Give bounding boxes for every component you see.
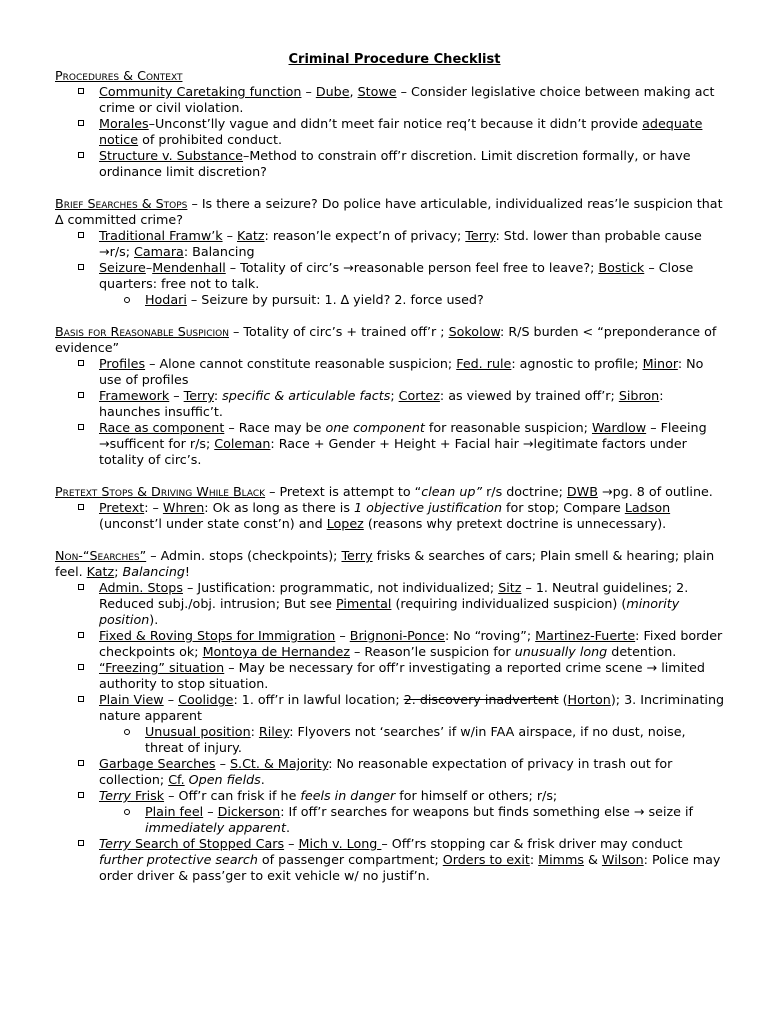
text: : Flyovers not ‘searches’ if w/in FAA airspace, if no dust, noise, threat of injury. bbox=[145, 724, 686, 755]
section-reasonable-suspicion bbox=[55, 324, 728, 468]
section-heading-label: Non-“Searches” bbox=[55, 548, 147, 563]
text: – Close quarters: free not to talk. bbox=[99, 260, 694, 291]
text: –Unconst’lly vague and didn’t meet fair notice req’t because it didn’t provide bbox=[148, 116, 643, 131]
case-name: Minor bbox=[642, 356, 678, 371]
list-item bbox=[99, 628, 728, 660]
text: : R/S burden < “preponderance of evidence” bbox=[55, 324, 717, 355]
text: : reason’le expect’n of privacy; bbox=[264, 228, 466, 243]
text: (requiring individualized suspicion) ( bbox=[391, 596, 627, 611]
text: – Off’rs stopping car & frisk driver may conduct bbox=[381, 836, 683, 851]
text: ( bbox=[558, 692, 568, 707]
case-name: Bostick bbox=[598, 260, 645, 275]
term: adequate notice bbox=[99, 116, 703, 147]
case-name: Stowe bbox=[357, 84, 397, 99]
text: : bbox=[529, 852, 539, 867]
sub-bullet-list bbox=[99, 724, 728, 756]
text: – bbox=[284, 836, 299, 851]
list-item bbox=[99, 500, 728, 532]
term: “Freezing” situation bbox=[99, 660, 225, 675]
term: DWB bbox=[566, 484, 598, 499]
text: – Is there a seizure? Do police have articulable, individualized reas’le suspicion that ∆ committed crime? bbox=[55, 196, 723, 227]
case-name: Coolidge bbox=[178, 692, 234, 707]
section-heading bbox=[55, 324, 728, 356]
text: ; bbox=[390, 388, 399, 403]
bullet-list bbox=[55, 84, 728, 180]
text: for stop; Compare bbox=[502, 500, 625, 515]
case-name: Hodari bbox=[145, 292, 187, 307]
sub-bullet-list bbox=[99, 292, 728, 308]
section-brief-searches bbox=[55, 196, 728, 308]
list-item bbox=[99, 420, 728, 468]
text: : Police may order driver & pass’ger to exit vehicle w/ no justif’n. bbox=[99, 852, 721, 883]
text: : Race + Gender + Height + Facial hair →legitimate factors under totality of circ’s. bbox=[99, 436, 687, 467]
term: Search of Stopped Cars bbox=[130, 836, 285, 851]
text: : 1. off’r in lawful location; bbox=[233, 692, 404, 707]
text: . bbox=[285, 820, 290, 835]
text: & bbox=[583, 852, 602, 867]
term: Framework bbox=[99, 388, 170, 403]
term: Plain feel bbox=[145, 804, 204, 819]
text: – Reason’le suspicion for bbox=[350, 644, 515, 659]
term: Cf. bbox=[168, 772, 185, 787]
term: Orders to exit bbox=[442, 852, 530, 867]
case-name: Terry bbox=[341, 548, 373, 563]
list-item bbox=[99, 692, 728, 756]
case-name: Brignoni-Ponce bbox=[349, 628, 445, 643]
section-heading-label: Procedures & Context bbox=[55, 68, 183, 83]
case-name: Terry bbox=[183, 388, 214, 403]
list-item bbox=[99, 836, 728, 884]
term: Pretext bbox=[99, 500, 145, 515]
bullet-list bbox=[55, 500, 728, 532]
text: of prohibited conduct. bbox=[138, 132, 283, 147]
list-item bbox=[99, 260, 728, 308]
case-name: Lopez bbox=[326, 516, 364, 531]
sub-list-item bbox=[145, 724, 728, 756]
case-name: Riley bbox=[258, 724, 290, 739]
text: – bbox=[169, 388, 184, 403]
case-name: Sokolow bbox=[448, 324, 501, 339]
list-item bbox=[99, 388, 728, 420]
term: Frisk bbox=[134, 788, 165, 803]
case-name: Terry bbox=[99, 836, 131, 851]
list-item bbox=[99, 788, 728, 836]
case-name: Cortez bbox=[398, 388, 440, 403]
case-name: Mimms bbox=[538, 852, 584, 867]
text: : as viewed by trained off’r; bbox=[439, 388, 619, 403]
term: Admin. Stops bbox=[99, 580, 183, 595]
case-name: Pimental bbox=[336, 596, 392, 611]
text: (unconst’l under state const’n) and bbox=[99, 516, 327, 531]
text: : Ok as long as there is bbox=[204, 500, 354, 515]
section-heading bbox=[55, 196, 728, 228]
text: – Consider legislative choice between making act crime or civil violation. bbox=[99, 84, 715, 115]
text: – Off’r can frisk if he bbox=[164, 788, 301, 803]
text: : No use of profiles bbox=[99, 356, 704, 387]
list-item bbox=[99, 660, 728, 692]
sub-list-item bbox=[145, 804, 728, 836]
list-item bbox=[99, 228, 728, 260]
term: Structure v. Substance bbox=[99, 148, 243, 163]
text: – bbox=[145, 260, 153, 275]
emphasis: 1 objective justification bbox=[353, 500, 502, 515]
case-name: Mich v. Long bbox=[298, 836, 382, 851]
term: Plain View bbox=[99, 692, 164, 707]
sub-list-item bbox=[145, 292, 728, 308]
text: ! bbox=[184, 564, 191, 579]
emphasis: one component bbox=[325, 420, 425, 435]
text: : No “roving”; bbox=[444, 628, 536, 643]
text: of passenger compartment; bbox=[257, 852, 443, 867]
text: →pg. 8 of outline. bbox=[597, 484, 713, 499]
term: Garbage Searches bbox=[99, 756, 216, 771]
text: : Fixed border checkpoints ok; bbox=[99, 628, 723, 659]
case-name: Morales bbox=[99, 116, 149, 131]
text: – bbox=[301, 84, 316, 99]
text: ). bbox=[149, 612, 159, 627]
text: – Seizure by pursuit: 1. ∆ yield? 2. force used? bbox=[186, 292, 484, 307]
case-name: Sitz bbox=[498, 580, 522, 595]
text: – Admin. stops (checkpoints); bbox=[146, 548, 342, 563]
text: – bbox=[203, 804, 218, 819]
case-name: Ladson bbox=[624, 500, 671, 515]
text: – Fleeing →sufficent for r/s; bbox=[99, 420, 707, 451]
text: , bbox=[349, 84, 358, 99]
text: : bbox=[213, 388, 223, 403]
list-item bbox=[99, 756, 728, 788]
text: – bbox=[163, 692, 179, 707]
list-item bbox=[99, 148, 728, 180]
bullet-list bbox=[55, 356, 728, 468]
case-name: Dickerson bbox=[217, 804, 281, 819]
page-title: Criminal Procedure Checklist bbox=[288, 52, 501, 67]
list-item bbox=[99, 356, 728, 388]
emphasis: Balancing bbox=[122, 564, 185, 579]
term: Community Caretaking function bbox=[99, 84, 302, 99]
section-heading bbox=[55, 548, 728, 580]
struck-text: 2. discovery inadvertent bbox=[403, 692, 559, 707]
case-name: Katz bbox=[237, 228, 265, 243]
text: . bbox=[260, 772, 265, 787]
term: Profiles bbox=[99, 356, 146, 371]
text: : haunches insuffic’t. bbox=[99, 388, 664, 419]
sub-bullet-list bbox=[99, 804, 728, 836]
text: for reasonable suspicion; bbox=[424, 420, 592, 435]
text: : No reasonable expectation of privacy in trash out for collection; bbox=[99, 756, 673, 787]
text: : Balancing bbox=[183, 244, 255, 259]
text: for himself or others; r/s; bbox=[395, 788, 558, 803]
bullet-list bbox=[55, 580, 728, 884]
text: ); 3. Incriminating nature apparent bbox=[99, 692, 725, 723]
text: – Justification: programmatic, not individualized; bbox=[182, 580, 499, 595]
emphasis: unusually long bbox=[514, 644, 608, 659]
emphasis: clean up” bbox=[421, 484, 483, 499]
emphasis: further protective search bbox=[99, 852, 258, 867]
text: : bbox=[250, 724, 259, 739]
text: – Alone cannot constitute reasonable suspicion; bbox=[145, 356, 457, 371]
emphasis: specific & articulable facts bbox=[222, 388, 391, 403]
text: : agnostic to profile; bbox=[511, 356, 643, 371]
text: – May be necessary for off’r investigating a reported crime scene → limited authority to stop situation. bbox=[99, 660, 705, 691]
term: Seizure bbox=[99, 260, 146, 275]
case-name: Sibron bbox=[618, 388, 660, 403]
emphasis: immediately apparent bbox=[145, 820, 286, 835]
term: Race as component bbox=[99, 420, 225, 435]
list-item bbox=[99, 116, 728, 148]
case-name: Terry bbox=[465, 228, 496, 243]
case-name: Horton bbox=[567, 692, 611, 707]
text: frisks & searches of cars; Plain smell & hearing; plain feel. bbox=[55, 548, 715, 579]
emphasis: minority position bbox=[99, 596, 680, 627]
text: : If off’r searches for weapons but finds something else → seize if bbox=[280, 804, 693, 819]
text: – bbox=[222, 228, 237, 243]
text: : – bbox=[144, 500, 163, 515]
text: – Race may be bbox=[224, 420, 326, 435]
section-pretext-stops bbox=[55, 484, 728, 532]
text: ; bbox=[114, 564, 123, 579]
case-name: Terry bbox=[99, 788, 131, 803]
text: (reasons why pretext doctrine is unnecessary). bbox=[363, 516, 667, 531]
emphasis: feels in danger bbox=[300, 788, 396, 803]
case-name: Wilson bbox=[601, 852, 644, 867]
emphasis: Open fields bbox=[188, 772, 261, 787]
section-heading-label: Brief Searches & Stops bbox=[55, 196, 188, 211]
case-name: Mendenhall bbox=[152, 260, 226, 275]
case-name: Katz bbox=[86, 564, 115, 579]
term: S.Ct. & Majority bbox=[229, 756, 329, 771]
text: – bbox=[335, 628, 350, 643]
case-name: Montoya de Hernandez bbox=[202, 644, 350, 659]
text: – 1. Neutral guidelines; 2. Reduced subj./obj. intrusion; But see bbox=[99, 580, 689, 611]
text: – bbox=[215, 756, 230, 771]
case-name: Dube bbox=[315, 84, 350, 99]
section-heading bbox=[55, 484, 728, 500]
section-heading-label: Basis for Reasonable Suspicion bbox=[55, 324, 229, 339]
bullet-list bbox=[55, 228, 728, 308]
text: detention. bbox=[607, 644, 677, 659]
term: Fed. rule bbox=[456, 356, 512, 371]
list-item bbox=[99, 580, 728, 628]
text: – Totality of circ’s →reasonable person feel free to leave?; bbox=[225, 260, 599, 275]
case-name: Coleman bbox=[214, 436, 271, 451]
case-name: Wardlow bbox=[591, 420, 647, 435]
text: : Std. lower than probable cause →r/s; bbox=[99, 228, 702, 259]
case-name: Martinez-Fuerte bbox=[535, 628, 636, 643]
section-heading bbox=[55, 68, 728, 84]
case-name: Camara bbox=[134, 244, 184, 259]
term: Fixed & Roving Stops for Immigration bbox=[99, 628, 336, 643]
list-item bbox=[99, 84, 728, 116]
case-name: Whren bbox=[162, 500, 205, 515]
term: Unusual position bbox=[145, 724, 251, 739]
text: r/s doctrine; bbox=[482, 484, 567, 499]
section-procedures-context bbox=[55, 68, 728, 180]
text: – Totality of circ’s + trained off’r ; bbox=[228, 324, 449, 339]
section-heading-label: Pretext Stops & Driving While Black bbox=[55, 484, 266, 499]
section-non-searches bbox=[55, 548, 728, 884]
text: – Pretext is attempt to “ bbox=[265, 484, 422, 499]
term: Traditional Framw’k bbox=[99, 228, 223, 243]
text: –Method to constrain off’r discretion. Limit discretion formally, or have ordinance limit discretion? bbox=[99, 148, 691, 179]
